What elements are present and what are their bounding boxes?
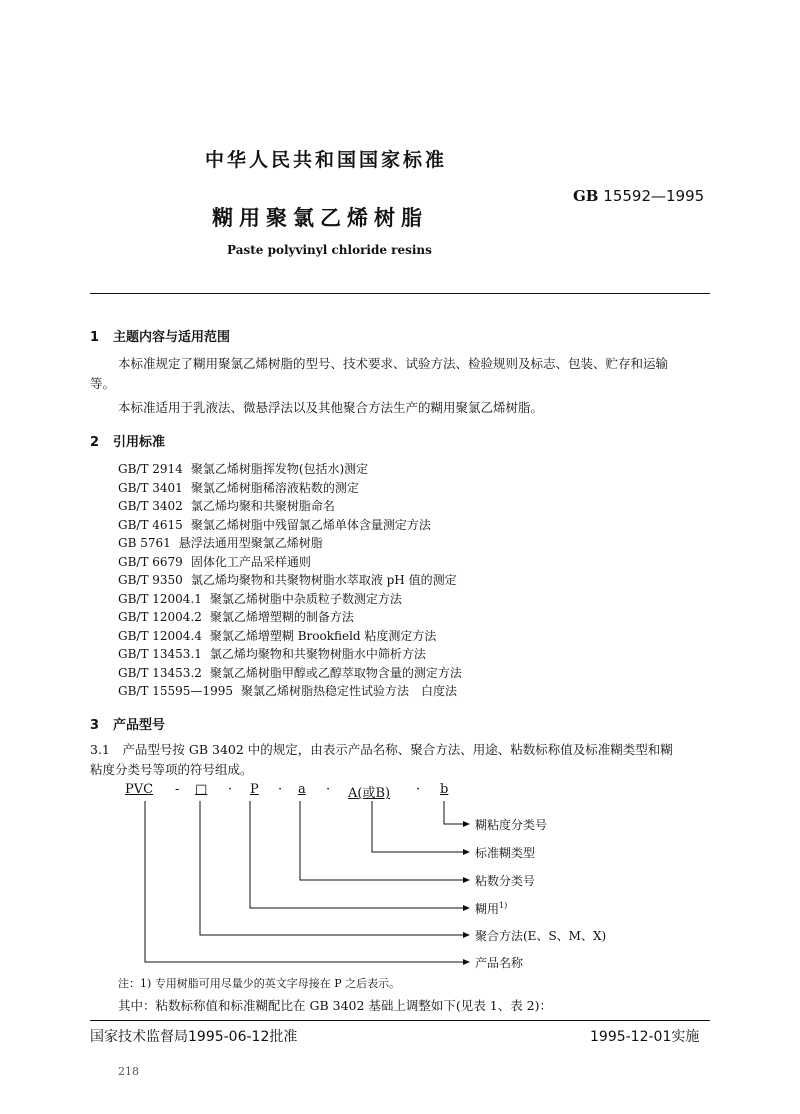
reference-code: GB/T 13453.2 xyxy=(118,665,202,680)
connector-line xyxy=(250,801,464,908)
section-1-para-1-line-2: 等。 xyxy=(90,376,116,391)
reference-code: GB/T 13453.1 xyxy=(118,647,202,661)
document-title-en: Paste polyvinyl chloride resins xyxy=(227,243,432,257)
footer-divider xyxy=(90,1020,710,1021)
arrow-head-icon xyxy=(463,905,470,911)
document-title-cn: 糊用聚氯乙烯树脂 xyxy=(212,206,428,230)
designation-part: □ xyxy=(195,782,208,797)
page-number: 218 xyxy=(118,1065,139,1078)
reference-code: GB/T 12004.2 xyxy=(118,610,202,624)
reference-code: GB/T 15595—1995 xyxy=(118,684,233,698)
section-1-para-2: 本标准适用于乳液法、微悬浮法以及其他聚合方法生产的糊用聚氯乙烯树脂。 xyxy=(118,400,544,415)
arrow-head-icon xyxy=(463,932,470,938)
designation-part: · xyxy=(416,782,421,797)
reference-title: 氯乙烯均聚物和共聚物树脂水中筛析方法 xyxy=(209,647,426,661)
reference-title: 聚氯乙烯树脂中残留氯乙烯单体含量测定方法 xyxy=(190,517,431,532)
reference-code: GB/T 3402 xyxy=(118,499,183,513)
reference-code: GB/T 2914 xyxy=(118,462,183,476)
reference-code: GB/T 4615 xyxy=(118,517,183,532)
standard-prefix: GB xyxy=(573,187,599,205)
reference-code: GB/T 6679 xyxy=(118,554,183,569)
footnote-mark: 1) xyxy=(499,901,508,910)
arrow-head-icon xyxy=(463,877,470,883)
connector-line xyxy=(372,801,464,852)
standard-number: 15592—1995 xyxy=(603,187,705,205)
arrow-head-icon xyxy=(463,821,470,827)
designation-part: P xyxy=(250,782,259,797)
reference-code: GB/T 3401 xyxy=(118,480,183,495)
reference-title: 固体化工产品采样通则 xyxy=(190,554,311,569)
connector-line xyxy=(300,801,464,880)
designation-label: 产品名称 xyxy=(475,956,524,970)
implementation-date: 1995-12-01实施 xyxy=(590,1029,700,1045)
connector-line xyxy=(444,801,464,824)
designation-part: b xyxy=(440,782,449,797)
footnote: 注：1) 专用树脂可用尽量少的英文字母接在 P 之后表示。 xyxy=(118,977,401,990)
reference-title: 悬浮法通用型聚氯乙烯树脂 xyxy=(178,536,323,550)
standard-authority: 中华人民共和国国家标准 xyxy=(205,149,448,171)
reference-title: 聚氯乙烯树脂挥发物(包括水)测定 xyxy=(190,462,369,476)
reference-code: GB/T 9350 xyxy=(118,573,183,587)
connector-line xyxy=(200,801,464,935)
reference-code: GB/T 12004.1 xyxy=(118,591,202,606)
section-3-heading: 3 产品型号 xyxy=(90,718,166,733)
arrow-head-icon xyxy=(463,849,470,855)
designation-part: · xyxy=(228,782,233,797)
designation-label: 糊用$^{1)}$ xyxy=(475,901,508,916)
designation-part: a xyxy=(298,782,306,797)
designation-part: · xyxy=(326,782,331,797)
reference-title: 聚氯乙烯树脂热稳定性试验方法 白度法 xyxy=(240,684,457,698)
reference-title: 氯乙烯均聚物和共聚物树脂水萃取液 pH 值的测定 xyxy=(190,573,457,587)
arrow-head-icon xyxy=(463,959,470,965)
adjustment-statement: 其中：粘数标称值和标准糊配比在 GB 3402 基础上调整如下(见表 1、表 2)： xyxy=(118,998,553,1013)
designation-label: 聚合方法(E、S、M、X) xyxy=(475,929,607,943)
designation-part: - xyxy=(175,782,180,797)
designation-label: 标准糊类型 xyxy=(475,846,536,860)
reference-title: 聚氯乙烯树脂中杂质粒子数测定方法 xyxy=(209,591,402,606)
section-1-heading: 1 主题内容与适用范围 xyxy=(90,330,231,345)
designation-part: A(或B) xyxy=(348,786,391,801)
reference-code: GB/T 12004.4 xyxy=(118,628,202,643)
section-1-para-1-line-1: 本标准规定了糊用聚氯乙烯树脂的型号、技术要求、试验方法、检验规则及标志、包装、贮存和运输 xyxy=(118,356,669,371)
clause-3-1-line-2: 粘度分类号等项的符号组成。 xyxy=(90,762,253,777)
designation-label: 粘数分类号 xyxy=(475,874,536,888)
reference-title: 聚氯乙烯树脂稀溶液粘数的测定 xyxy=(190,480,359,495)
clause-number: 3.1 xyxy=(90,742,110,757)
connector-line xyxy=(145,801,464,962)
designation-part: PVC xyxy=(125,782,154,797)
reference-code: GB 5761 xyxy=(118,536,171,550)
reference-title: 聚氯乙烯增塑糊 Brookfield 粘度测定方法 xyxy=(209,628,437,643)
reference-title: 聚氯乙烯增塑糊的制备方法 xyxy=(209,610,354,624)
designation-part: · xyxy=(278,782,283,797)
reference-title: 氯乙烯均聚和共聚树脂命名 xyxy=(190,499,335,513)
designation-label: 糊粘度分类号 xyxy=(475,818,548,832)
section-2-heading: 2 引用标准 xyxy=(90,435,166,450)
approval-line: 国家技术监督局1995-06-12批准 xyxy=(90,1029,298,1045)
reference-title: 聚氯乙烯树脂甲醇或乙醇萃取物含量的测定方法 xyxy=(209,665,462,680)
clause-3-1-line-1: 3.1 产品型号按 GB 3402 中的规定，由表示产品名称、聚合方法、用途、粘数标称值及标准糊类型和糊 xyxy=(90,742,673,757)
